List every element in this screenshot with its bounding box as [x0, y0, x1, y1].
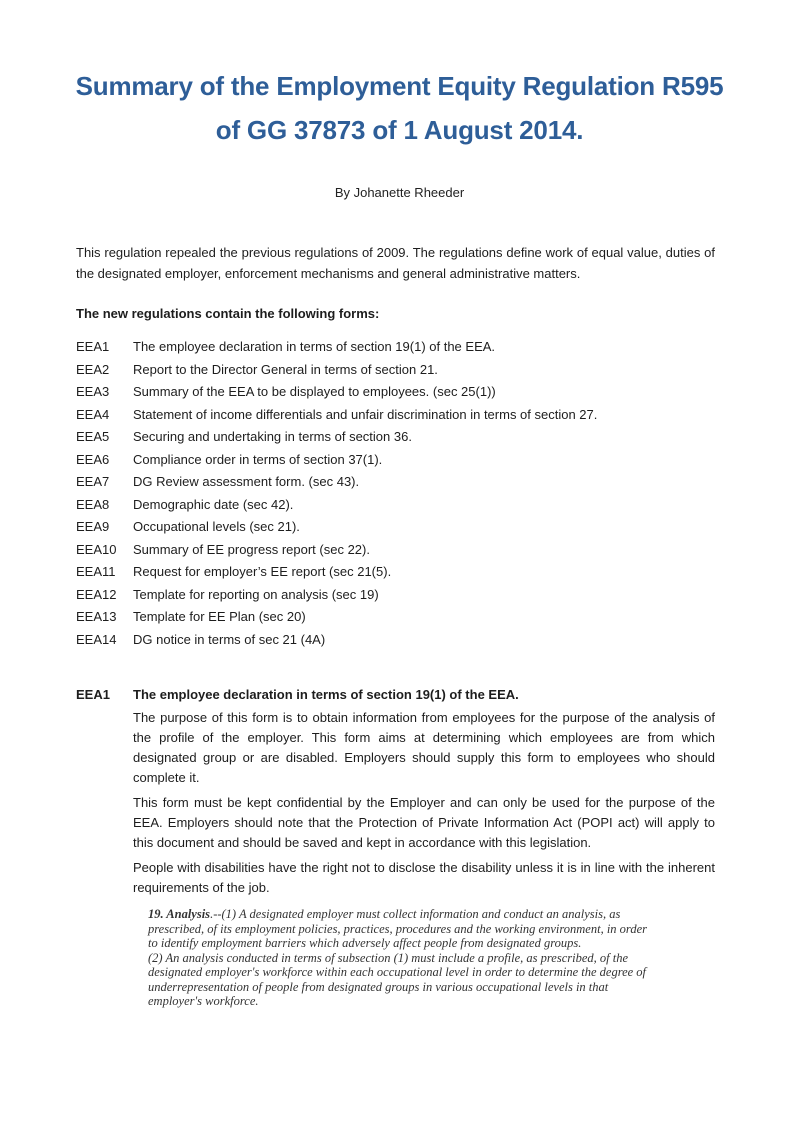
section-code: EEA1 — [76, 687, 110, 702]
section-heading — [76, 686, 715, 703]
form-description: Template for EE Plan (sec 20) — [133, 609, 306, 624]
quote-lead: 19. Analysis — [148, 907, 211, 921]
section-heading-text: The employee declaration in terms of section 19(1) of the EEA. — [133, 687, 519, 702]
form-code: EEA13 — [76, 609, 117, 624]
form-code: EEA8 — [76, 496, 110, 512]
form-description: Compliance order in terms of section 37(1). — [133, 451, 383, 467]
form-list-item — [76, 430, 715, 445]
form-code: EEA9 — [76, 519, 110, 534]
section-paragraph: People with disabilities have the right not to disclose the disability unless it is in line with the inherent requirements of the job. — [133, 860, 715, 895]
form-description: Summary of EE progress report (sec 22). — [133, 541, 370, 557]
form-description: DG Review assessment form. (sec 43). — [133, 474, 360, 489]
form-list-item — [76, 408, 715, 423]
form-list-item — [76, 565, 715, 580]
section-paragraph: The purpose of this form is to obtain information from employees for the purpose of the analysis of the profile of the employer. This form aims at determining which employees are from which designated group or are disabled. Employers should supply this form to employees who should complete it. — [133, 710, 715, 785]
page-title — [40, 64, 759, 152]
form-description: Request for employer’s EE report (sec 21(5). — [133, 564, 392, 579]
page-title-line1: Summary of the Employment Equity Regulation R595 — [75, 71, 724, 101]
form-list-item — [76, 363, 715, 378]
form-list-item — [76, 385, 715, 400]
form-code: EEA7 — [76, 474, 110, 489]
eea1-section — [76, 686, 715, 1009]
form-code: EEA11 — [76, 564, 116, 579]
form-description: Report to the Director General in terms of section 21. — [133, 361, 438, 377]
form-description: DG notice in terms of sec 21 (4A) — [133, 631, 326, 647]
form-code: EEA6 — [76, 451, 110, 467]
legal-quote-block — [148, 907, 656, 1009]
section-paragraph: This form must be kept confidential by the Employer and can only be used for the purpose of the EEA. Employers should note that the Protection of Private Information Act (POPI act) will apply to this document and should be saved and kept in accordance with this legislation. — [133, 795, 715, 850]
form-code: EEA1 — [76, 339, 110, 354]
forms-list — [76, 340, 715, 647]
form-list-item — [76, 610, 715, 625]
form-code: EEA3 — [76, 384, 110, 399]
form-list-item — [76, 588, 715, 603]
page-title-line2: of GG 37873 of 1 August 2014. — [215, 115, 584, 145]
form-code: EEA5 — [76, 429, 110, 444]
forms-heading: The new regulations contain the following forms: — [76, 306, 380, 321]
form-list-item — [76, 453, 715, 468]
form-list-item — [76, 498, 715, 513]
form-description: Template for reporting on analysis (sec 19) — [133, 586, 379, 602]
form-description: Demographic date (sec 42). — [133, 496, 294, 512]
form-code: EEA14 — [76, 631, 117, 647]
form-list-item — [76, 520, 715, 535]
form-list-item — [76, 475, 715, 490]
form-list-item — [76, 633, 715, 648]
quote-rest: .--(1) A designated employer must collect information and conduct an analysis, as prescribed, of its employment policies, practices, procedures and the working environment, in order to identify employment barriers which adversely affect people from designated groups. — [148, 907, 647, 950]
form-description: The employee declaration in terms of section 19(1) of the EEA. — [133, 339, 496, 354]
form-code: EEA4 — [76, 406, 110, 422]
form-list-item — [76, 543, 715, 558]
byline: By Johanette Rheeder — [334, 185, 465, 200]
form-code: EEA12 — [76, 586, 117, 602]
form-code: EEA2 — [76, 361, 110, 377]
form-description: Securing and undertaking in terms of section 36. — [133, 429, 412, 444]
form-code: EEA10 — [76, 541, 117, 557]
form-description: Statement of income differentials and unfair discrimination in terms of section 27. — [133, 406, 598, 422]
intro-paragraph: This regulation repealed the previous regulations of 2009. The regulations define work of equal value, duties of the designated employer, enforcement mechanisms and general administrative matters. — [76, 245, 715, 281]
form-description: Occupational levels (sec 21). — [133, 519, 300, 534]
quote-paragraph-2: (2) An analysis conducted in terms of subsection (1) must include a profile, as prescribed, of the designated employer's workforce within each occupational level in order to determine the degree of underrepresentation of people from designated groups in various occupational levels in that employer's workforce. — [148, 950, 647, 1008]
form-list-item — [76, 340, 715, 355]
quote-paragraph-1 — [148, 907, 656, 951]
form-description: Summary of the EEA to be displayed to employees. (sec 25(1)) — [133, 384, 496, 399]
